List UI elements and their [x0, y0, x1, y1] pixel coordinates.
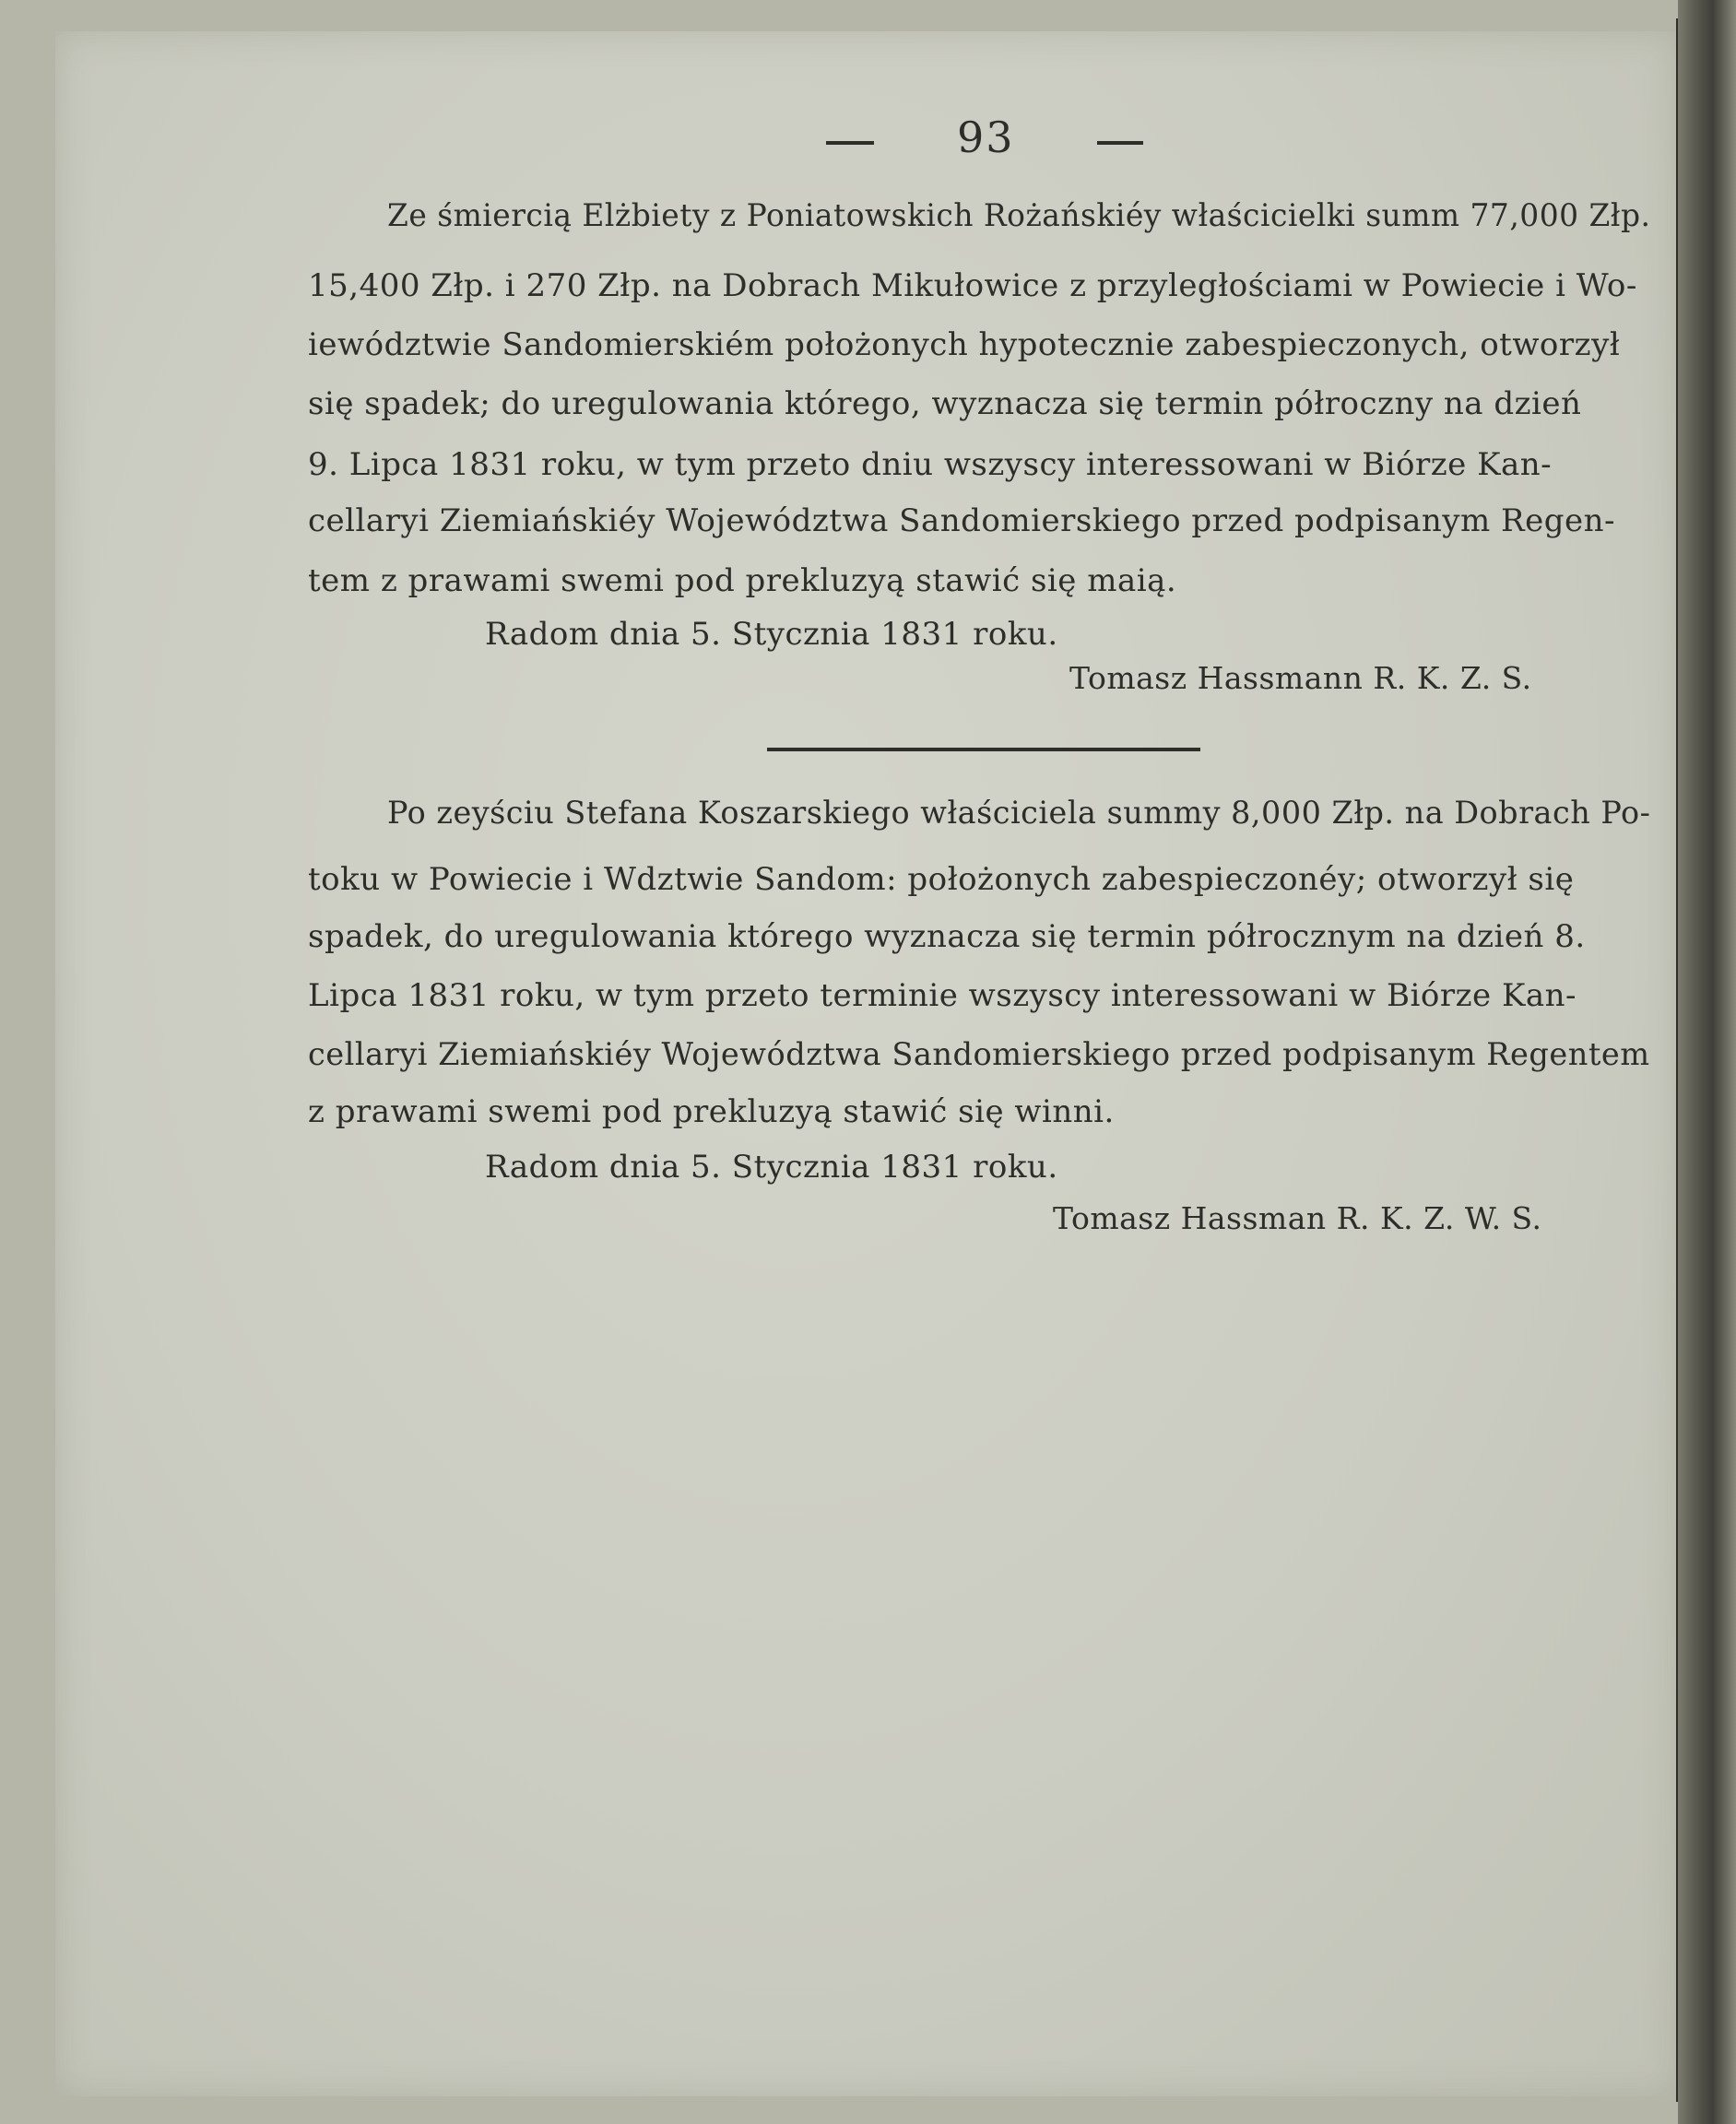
notice2-line-6: z prawami swemi pod prekluzyą stawić się winni.: [308, 1093, 1115, 1130]
notice2-signature: Tomasz Hassman R. K. Z. W. S.: [1053, 1200, 1542, 1236]
notice2-line-4: Lipca 1831 roku, w tym przeto terminie wszyscy interessowani w Biórze Kan-: [308, 977, 1577, 1014]
book-gutter: [1678, 0, 1736, 2124]
page-number: 93: [957, 112, 1015, 162]
notice1-line-6: cellaryi Ziemiańskiéy Województwa Sandomierskiego przed podpisanym Regen-: [308, 502, 1616, 539]
notice2-line-3: spadek, do uregulowania którego wyznacza się termin półrocznym na dzień 8.: [308, 918, 1586, 955]
header-dash-right: [1097, 141, 1143, 145]
notice2-line-1: Po zeyściu Stefana Koszarskiego właściciela summy 8,000 Złp. na Dobrach Po-: [387, 795, 1651, 832]
notice1-line-7: tem z prawami swemi pod prekluzyą stawić się maią.: [308, 562, 1177, 599]
separator-rule: [767, 748, 1200, 751]
notice1-line-1: Ze śmiercią Elżbiety z Poniatowskich Rożańskiéy właścicielki summ 77,000 Złp.: [387, 197, 1651, 234]
header-dash-left: [826, 141, 874, 145]
notice2-date: Radom dnia 5. Stycznia 1831 roku.: [485, 1149, 1058, 1186]
notice1-line-3: iewództwie Sandomierskiém położonych hypotecznie zabespieczonych, otworzył: [308, 326, 1621, 363]
notice1-line-4: się spadek; do uregulowania którego, wyznacza się termin półroczny na dzień: [308, 385, 1582, 422]
notice1-line-5: 9. Lipca 1831 roku, w tym przeto dniu wszyscy interessowani w Biórze Kan-: [308, 446, 1553, 483]
notice1-signature: Tomasz Hassmann R. K. Z. S.: [1069, 660, 1532, 696]
notice1-line-2: 15,400 Złp. i 270 Złp. na Dobrach Mikułowice z przyległościami w Powiecie i Wo-: [308, 267, 1637, 304]
notice2-line-5: cellaryi Ziemiańskiéy Województwa Sandomierskiego przed podpisanym Regentem: [308, 1036, 1650, 1073]
notice2-line-2: toku w Powiecie i Wdztwie Sandom: położonych zabespieczonéy; otworzył się: [308, 861, 1575, 898]
notice1-date: Radom dnia 5. Stycznia 1831 roku.: [485, 616, 1058, 653]
